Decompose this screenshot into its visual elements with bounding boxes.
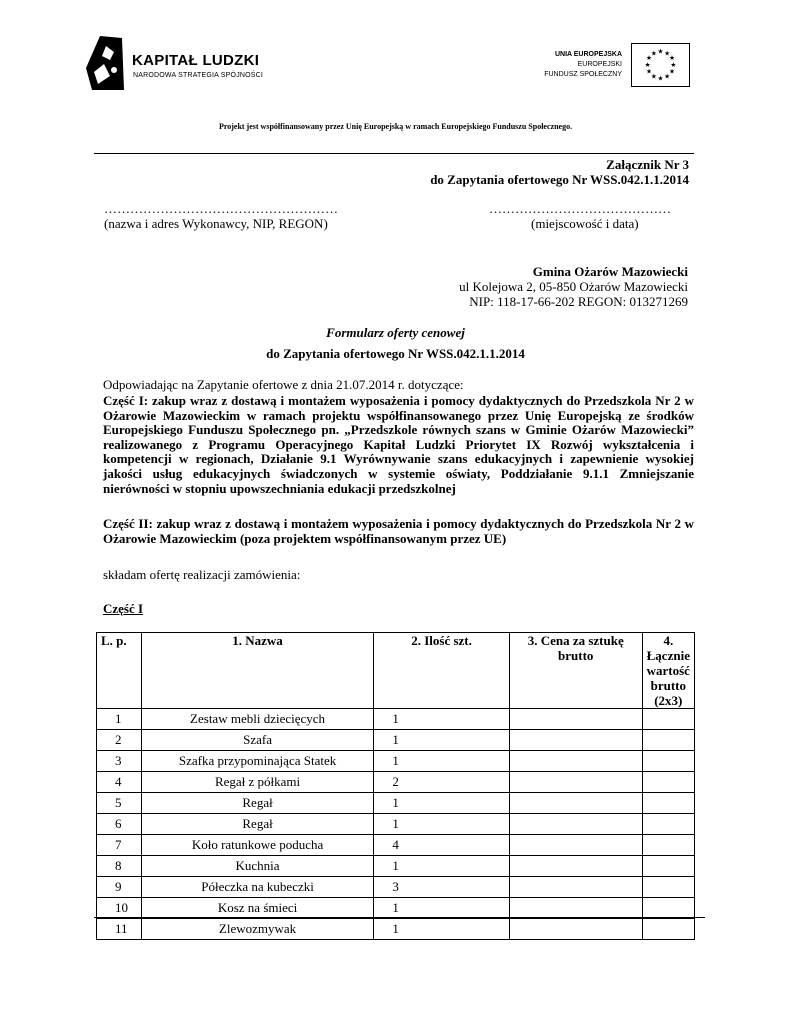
svg-text:★: ★: [650, 49, 657, 58]
funding-note: Projekt jest współfinansowany przez Unię Europejską w ramach Europejskiego Funduszu Społecznego.: [218, 122, 573, 131]
row-price[interactable]: [509, 751, 642, 772]
table-row: [97, 898, 695, 919]
row-lp: 2: [97, 730, 142, 751]
row-qty: 1: [374, 919, 510, 940]
recipient-address: ul Kolejowa 2, 05-850 Ożarów Mazowiecki: [459, 279, 688, 294]
row-lp: 3: [97, 751, 142, 772]
form-subtitle: do Zapytania ofertowego Nr WSS.042.1.1.2014: [266, 346, 525, 361]
row-total[interactable]: [642, 856, 694, 877]
row-total[interactable]: [642, 751, 694, 772]
kapital-ludzki-title: KAPITAŁ LUDZKI: [132, 52, 260, 69]
table-row: [97, 730, 695, 751]
row-lp: 1: [97, 709, 142, 730]
part-1-description: Część I: zakup wraz z dostawą i montażem wyposażenia i pomocy dydaktycznych do Przedszkola Nr 2 w Ożarowie Mazowieckim w ramach projektu współfinansowanego przez Unię Europejską ze środków Europejskiego Funduszu Społecznego pn. „Przedszkole równych szans w Gminie Ożarów Mazowiecki” realizowanego z Programu Operacyjnego Kapitał Ludzki Priorytet IX Rozwój wykształcenia i kompetencji w regionach, Działanie 9.1 Wyrównywanie szans edukacyjnych i zapewnienie wysokiej jakości usług edukacyjnych świadczonych w systemie oświaty, Poddziałanie 9.1.1 Zmniejszanie nierówności w stopniu upowszechniania edukacji przedszkolnej: [103, 393, 694, 496]
table-row: [97, 772, 695, 793]
table-row: [97, 835, 695, 856]
recipient-ids: NIP: 118-17-66-202 REGON: 013271269: [469, 294, 688, 309]
recipient-name: Gmina Ożarów Mazowiecki: [532, 264, 688, 279]
row-total[interactable]: [642, 835, 694, 856]
svg-text:★: ★: [668, 67, 675, 76]
row-qty: 1: [374, 898, 510, 919]
row-qty: 4: [374, 835, 510, 856]
svg-text:★: ★: [657, 47, 664, 56]
row-qty: 1: [374, 856, 510, 877]
svg-text:★: ★: [657, 74, 664, 83]
table-row: [97, 793, 695, 814]
table-row: [97, 877, 695, 898]
row-name: Regał: [141, 814, 374, 835]
row-total[interactable]: [642, 709, 694, 730]
row-price[interactable]: [509, 793, 642, 814]
offer-text: składam ofertę realizacji zamówienia:: [103, 567, 301, 582]
intro-text: Odpowiadając na Zapytanie ofertowe z dnia 21.07.2014 r. dotyczące:: [103, 377, 464, 392]
row-total[interactable]: [642, 919, 694, 940]
row-total[interactable]: [642, 814, 694, 835]
table-row: [97, 751, 695, 772]
table-row: [97, 919, 695, 940]
row-price[interactable]: [509, 898, 642, 919]
row-name: Regał: [141, 793, 374, 814]
eu-line-1: UNIA EUROPEJSKA: [554, 51, 622, 58]
contractor-dots: ………………………………………………: [104, 201, 338, 216]
table-row: [97, 856, 695, 877]
eu-line-2: EUROPEJSKI: [577, 61, 622, 68]
table-row: [97, 814, 695, 835]
row-lp: 10: [97, 898, 142, 919]
header-lp: L. p.: [97, 633, 142, 709]
table-row: [97, 709, 695, 730]
row-qty: 1: [374, 793, 510, 814]
row-price[interactable]: [509, 877, 642, 898]
table-header-row: [97, 633, 695, 709]
row-price[interactable]: [509, 772, 642, 793]
row-qty: 3: [374, 877, 510, 898]
header-total: 4. Łącznie wartość brutto (2x3): [642, 633, 694, 709]
row-qty: 1: [374, 751, 510, 772]
row-qty: 2: [374, 772, 510, 793]
place-date-dots: ……………………………………: [489, 201, 671, 216]
svg-text:★: ★: [650, 72, 657, 81]
row-price[interactable]: [509, 919, 642, 940]
part-2-description: Część II: zakup wraz z dostawą i montażem wyposażenia i pomocy dydaktycznych do Przedszkola Nr 2 w Ożarowie Mazowieckim (poza projektem współfinansowanym przez UE): [103, 516, 694, 546]
contractor-label: (nazwa i adres Wykonawcy, NIP, REGON): [104, 216, 328, 231]
eu-line-3: FUNDUSZ SPOŁECZNY: [544, 71, 622, 78]
row-name: Regał z półkami: [141, 772, 374, 793]
row-price[interactable]: [509, 835, 642, 856]
row-total[interactable]: [642, 730, 694, 751]
section-label: Część I: [103, 601, 144, 616]
row-price[interactable]: [509, 730, 642, 751]
row-lp: 4: [97, 772, 142, 793]
row-qty: 1: [374, 730, 510, 751]
footer-divider: [94, 917, 705, 918]
svg-text:★: ★: [664, 49, 671, 58]
place-date-label: (miejscowość i data): [531, 216, 639, 231]
row-total[interactable]: [642, 772, 694, 793]
row-total[interactable]: [642, 898, 694, 919]
svg-text:★: ★: [670, 60, 677, 69]
row-price[interactable]: [509, 814, 642, 835]
svg-text:★: ★: [644, 60, 651, 69]
row-total[interactable]: [642, 877, 694, 898]
row-qty: 1: [374, 814, 510, 835]
eu-logo-text: [528, 50, 622, 80]
eu-flag-icon: [631, 43, 690, 87]
header-qty: 2. Ilość szt.: [374, 633, 510, 709]
row-name: Szafa: [141, 730, 374, 751]
header-divider: [94, 153, 694, 154]
row-name: Szafka przypominająca Statek: [141, 751, 374, 772]
row-lp: 11: [97, 919, 142, 940]
form-title: Formularz oferty cenowej: [326, 325, 465, 340]
row-total[interactable]: [642, 793, 694, 814]
svg-text:★: ★: [646, 67, 653, 76]
row-name: Kosz na śmieci: [141, 898, 374, 919]
annex-reference: do Zapytania ofertowego Nr WSS.042.1.1.2014: [430, 172, 689, 187]
svg-text:★: ★: [646, 54, 653, 63]
row-name: Półeczka na kubeczki: [141, 877, 374, 898]
row-price[interactable]: [509, 856, 642, 877]
row-lp: 9: [97, 877, 142, 898]
row-lp: 5: [97, 793, 142, 814]
row-lp: 6: [97, 814, 142, 835]
row-name: Koło ratunkowe poducha: [141, 835, 374, 856]
header-name: 1. Nazwa: [141, 633, 374, 709]
svg-text:★: ★: [664, 72, 671, 81]
row-name: Kuchnia: [141, 856, 374, 877]
row-lp: 7: [97, 835, 142, 856]
header-price: 3. Cena za sztukę brutto: [509, 633, 642, 709]
row-name: Zestaw mebli dziecięcych: [141, 709, 374, 730]
row-qty: 1: [374, 709, 510, 730]
svg-text:★: ★: [668, 54, 675, 63]
kapital-ludzki-subtitle: NARODOWA STRATEGIA SPÓJNOŚCI: [133, 72, 264, 79]
items-table: [96, 632, 695, 940]
row-name: Zlewozmywak: [141, 919, 374, 940]
row-price[interactable]: [509, 709, 642, 730]
row-lp: 8: [97, 856, 142, 877]
annex-number: Załącznik Nr 3: [606, 157, 689, 172]
